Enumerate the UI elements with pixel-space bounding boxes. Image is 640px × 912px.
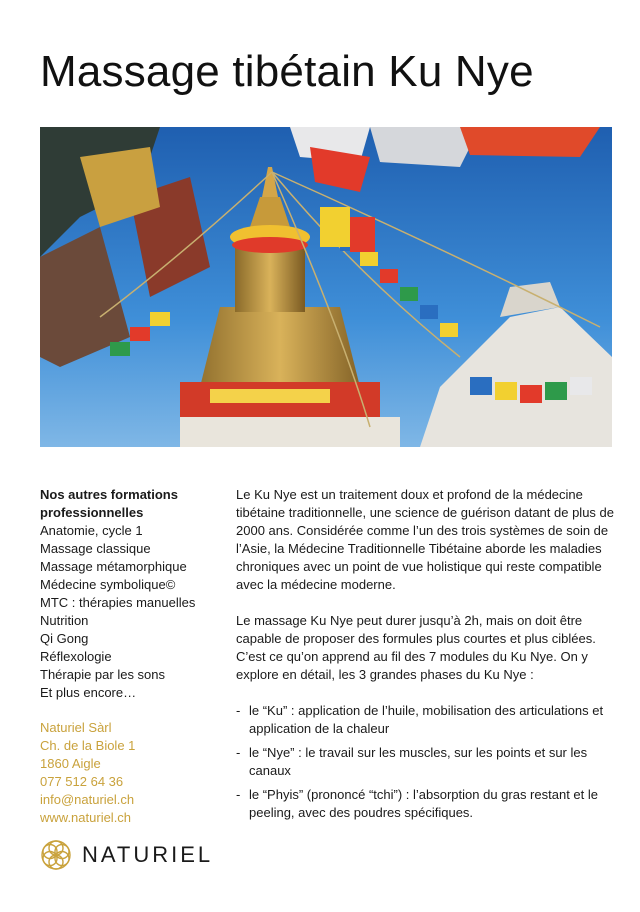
other-trainings-heading-2: professionnelles <box>40 505 144 520</box>
duration-paragraph: Le massage Ku Nye peut durer jusqu’à 2h, mais on doit être capable de proposer des formules plus courtes et plus ciblées. C’est ce qu’on apprend au fil des 7 modules du Ku Nye. On y explore en détail, les 3 grandes phases du Ku Nye : <box>236 613 596 682</box>
contact-block <box>40 719 220 827</box>
training-item: Nutrition <box>40 613 89 628</box>
city: 1860 Aigle <box>40 756 101 771</box>
page-title: Massage tibétain Ku Nye <box>40 47 534 96</box>
company-name: Naturiel Sàrl <box>40 720 112 735</box>
hero-image <box>40 127 612 447</box>
training-item: Et plus encore… <box>40 685 137 700</box>
training-item: Massage classique <box>40 541 151 556</box>
list-item: - le “Nye” : le travail sur les muscles, sur les points et sur les canaux <box>236 745 588 778</box>
phone-number[interactable]: 077 512 64 36 <box>40 774 124 789</box>
training-item: Thérapie par les sons <box>40 667 166 682</box>
list-item: - le “Ku” : application de l’huile, mobilisation des articulations et application de la chaleur <box>236 703 604 736</box>
prayer-flags-stupa-image <box>40 127 612 447</box>
main-text <box>236 486 614 828</box>
training-item: MTC : thérapies manuelles <box>40 595 196 610</box>
logo-wordmark: NATURIEL <box>82 842 214 867</box>
training-item: Anatomie, cycle 1 <box>40 523 143 538</box>
street-address: Ch. de la Biole 1 <box>40 738 136 753</box>
email-link[interactable]: info@naturiel.ch <box>40 792 135 807</box>
phase-text: le “Phyis” (prononcé “tchi”) : l’absorption du gras restant et le peeling, avec des poudres spécifiques. <box>249 787 598 820</box>
other-trainings-heading: Nos autres formations <box>40 487 178 502</box>
naturiel-logo <box>40 838 213 872</box>
phase-text: le “Ku” : application de l’huile, mobilisation des articulations et application de la chaleur <box>249 703 604 736</box>
other-trainings <box>40 486 220 702</box>
training-item: Qi Gong <box>40 631 89 646</box>
phases-list <box>236 702 614 822</box>
training-item: Réflexologie <box>40 649 112 664</box>
flower-of-life-icon <box>40 839 72 871</box>
training-item: Massage métamorphique <box>40 559 187 574</box>
training-item: Médecine symbolique© <box>40 577 176 592</box>
list-item: - le “Phyis” (prononcé “tchi”) : l’absorption du gras restant et le peeling, avec des poudres spécifiques. <box>236 787 598 820</box>
phase-text: le “Nye” : le travail sur les muscles, sur les points et sur les canaux <box>249 745 588 778</box>
intro-paragraph: Le Ku Nye est un traitement doux et profond de la médecine tibétaine traditionnelle, une science de guérison datant de plus de 2000 ans. Considérée comme l’un des trois systèmes de soin de l’Asie, la Médecine Traditionnelle Tibétaine aborde les maladies chroniques avec un point de vue holistique qui reste compatible avec la médecine moderne. <box>236 487 614 592</box>
website-link[interactable]: www.naturiel.ch <box>40 810 132 825</box>
